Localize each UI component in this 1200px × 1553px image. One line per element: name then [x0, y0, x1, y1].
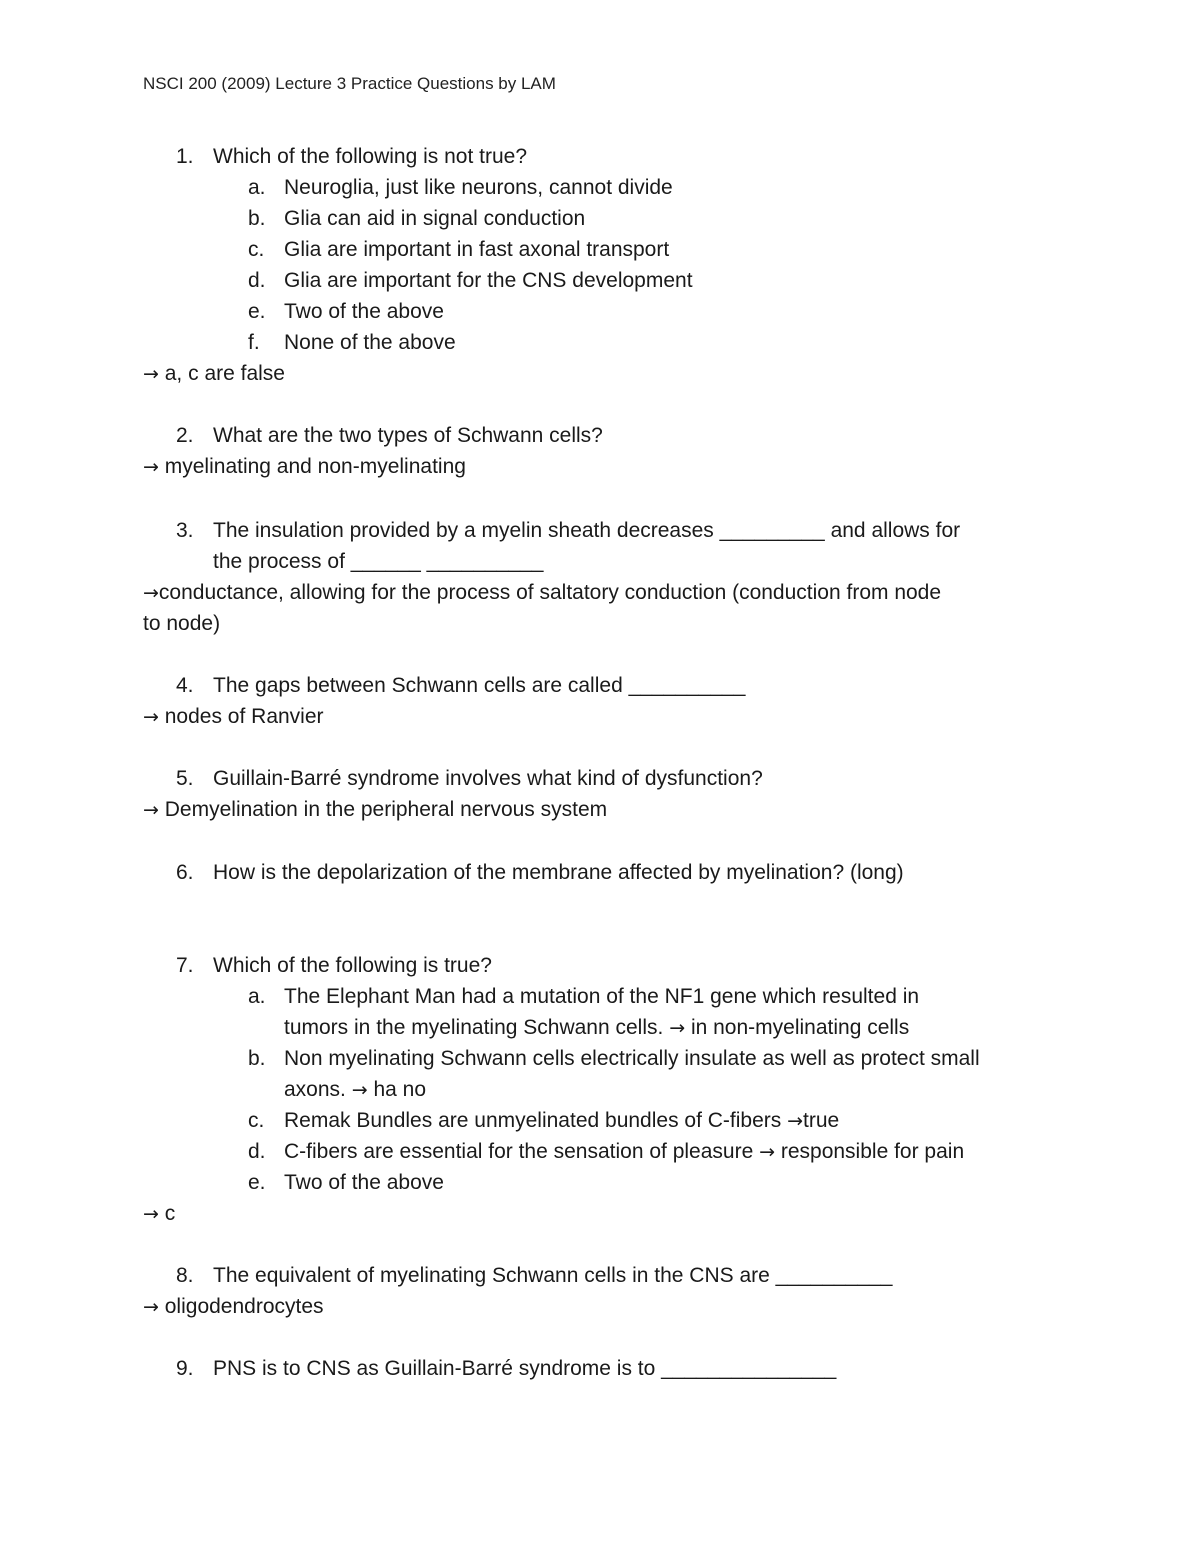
arrow-icon: → — [143, 799, 159, 821]
option-text: Glia are important in fast axonal transport — [284, 238, 670, 261]
question-number: 6. — [176, 861, 194, 884]
option-text: Glia are important for the CNS development — [284, 269, 693, 292]
option-label: c. — [248, 1109, 265, 1132]
question-text: What are the two types of Schwann cells? — [213, 424, 603, 447]
arrow-icon: → — [759, 1141, 776, 1163]
question-text: Which of the following is true? — [213, 954, 492, 977]
answer-text: conductance, allowing for the process of saltatory conduction (conduction from node — [158, 581, 942, 604]
option-text: Two of the above — [284, 300, 444, 323]
answer-text: oligodendrocytes — [158, 1295, 324, 1318]
arrow-icon: → — [787, 1110, 804, 1132]
option-text: C-fibers are essential for the sensation of pleasure — [284, 1140, 760, 1163]
option-text: Glia can aid in signal conduction — [284, 207, 586, 230]
option-text: None of the above — [284, 331, 456, 354]
arrow-icon: → — [351, 1079, 368, 1101]
question-number: 1. — [176, 145, 194, 168]
arrow-icon: → — [143, 456, 159, 478]
option-label: e. — [248, 300, 266, 323]
question-text: PNS is to CNS as Guillain-Barré syndrome is to _______________ — [213, 1357, 837, 1380]
option-label: d. — [248, 1140, 266, 1163]
question-text: The gaps between Schwann cells are called __________ — [213, 674, 746, 697]
answer-text: c — [158, 1202, 176, 1225]
option-note: ha no — [367, 1078, 427, 1101]
question-number: 7. — [176, 954, 194, 977]
arrow-icon: → — [143, 363, 159, 385]
option-label: a. — [248, 176, 266, 199]
question-number: 2. — [176, 424, 194, 447]
arrow-icon: → — [143, 1296, 159, 1318]
question-number: 5. — [176, 767, 194, 790]
option-text: Two of the above — [284, 1171, 444, 1194]
option-note: true — [803, 1109, 840, 1132]
question-number: 3. — [176, 519, 194, 542]
option-text: axons. — [284, 1078, 352, 1101]
option-note: in non-myelinating cells — [685, 1016, 910, 1039]
arrow-icon: → — [143, 1203, 159, 1225]
option-label: b. — [248, 207, 266, 230]
arrow-icon: → — [669, 1017, 686, 1039]
answer-text: a, c are false — [158, 362, 285, 385]
option-text: The Elephant Man had a mutation of the NF1 gene which resulted in — [284, 985, 920, 1008]
option-label: b. — [248, 1047, 266, 1070]
answer-text: myelinating and non-myelinating — [158, 455, 466, 478]
answer-text: nodes of Ranvier — [158, 705, 324, 728]
option-label: f. — [248, 331, 260, 354]
arrow-icon: → — [143, 582, 159, 604]
arrow-icon: → — [143, 706, 159, 728]
option-text: Non myelinating Schwann cells electrically insulate as well as protect small — [284, 1047, 980, 1070]
option-label: e. — [248, 1171, 266, 1194]
answer-text: Demyelination in the peripheral nervous system — [158, 798, 608, 821]
option-text: Neuroglia, just like neurons, cannot divide — [284, 176, 673, 199]
question-text: Guillain-Barré syndrome involves what kind of dysfunction? — [213, 767, 763, 790]
question-number: 4. — [176, 674, 194, 697]
answer-text: to node) — [143, 612, 221, 635]
question-text: the process of ______ __________ — [213, 550, 544, 573]
question-number: 9. — [176, 1357, 194, 1380]
option-label: c. — [248, 238, 265, 261]
option-label: d. — [248, 269, 266, 292]
question-text: How is the depolarization of the membrane affected by myelination? (long) — [213, 861, 904, 884]
option-note: responsible for pain — [775, 1140, 965, 1163]
question-text: The equivalent of myelinating Schwann cells in the CNS are __________ — [213, 1264, 893, 1287]
document-header: NSCI 200 (2009) Lecture 3 Practice Questions by LAM — [143, 74, 556, 93]
option-label: a. — [248, 985, 266, 1008]
question-text: Which of the following is not true? — [213, 145, 527, 168]
question-number: 8. — [176, 1264, 194, 1287]
option-text: tumors in the myelinating Schwann cells. — [284, 1016, 670, 1039]
option-text: Remak Bundles are unmyelinated bundles of C-fibers — [284, 1109, 788, 1132]
question-text: The insulation provided by a myelin sheath decreases _________ and allows for — [213, 519, 961, 542]
